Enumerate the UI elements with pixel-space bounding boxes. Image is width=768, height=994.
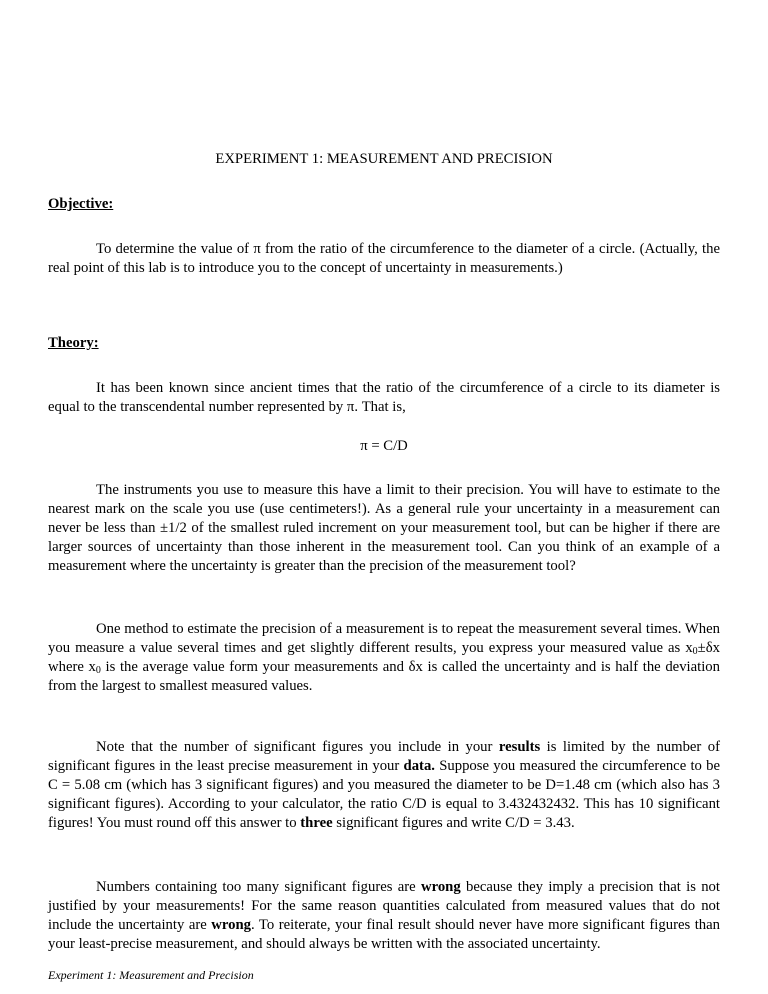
objective-heading: Objective: [48, 196, 114, 212]
p3-subscript-2: 0 [95, 664, 101, 676]
page-title: EXPERIMENT 1: MEASUREMENT AND PRECISION [215, 151, 553, 167]
p5-text-a: Numbers containing too many significant figures are [96, 879, 421, 895]
theory-paragraph-2 [48, 481, 720, 576]
p4-bold-three: three [300, 814, 333, 831]
p4-bold-data: data. [403, 757, 435, 774]
p5-bold-wrong-2: wrong [211, 916, 251, 933]
theory-heading: Theory: [48, 335, 99, 351]
p4-bold-results: results [498, 739, 541, 755]
theory-p1-text: It has been known since ancient times that the ratio of the circumference of a circle to its diameter is equal to the transcendental number represented by π. That is, [48, 380, 720, 415]
objective-text: To determine the value of π from the ratio of the circumference to the diameter of a circle. (Actually, the real point of this lab is to introduce you to the concept of uncertainty in measurements.) [48, 241, 720, 276]
theory-paragraph-3 [48, 620, 720, 696]
p4-text-c: Suppose you measured the circumference to be C = 5.08 cm (which has 3 significant figures) and you measured the diameter to be D=1.48 cm (which also has 3 significant figures). According to your calculator, the ratio C/D is equal to 3.432432432. This has 10 significant figures! You must round off this answer to [48, 757, 721, 831]
theory-p2-text: The instruments you use to measure this have a limit to their precision. You will have to estimate to the nearest mark on the scale you use (use centimeters!). As a general rule your uncertainty in a measurement can never be less than ±1/2 of the smallest ruled increment on your measurement tool, but can be higher if there are larger sources of uncertainty than those inherent in the measurement tool. Can you think of an example of a measurement where the uncertainty is greater than the precision of the measurement tool? [48, 482, 720, 574]
objective-paragraph [48, 240, 720, 278]
p3-text-a: One method to estimate the precision of a measurement is to repeat the measurement several times. When you measure a value several times and get slightly different results, you express your measured value as x [48, 621, 720, 656]
p3-subscript-1: 0 [692, 645, 698, 657]
p3-text-c: is the average value form your measurements and δx is called the uncertainty and is half the deviation from the largest to smallest measured values. [48, 658, 720, 694]
p3-text-b: ±δx where x [48, 639, 720, 675]
p4-text-b: is limited by the number of significant figures in the least precise measurement in your [48, 739, 720, 774]
p4-text-d: significant figures and write C/D = 3.43. [332, 814, 575, 831]
p5-text-c: . To reiterate, your final result should never have more significant figures than your least-precise measurement, and should always be written with the associated uncertainty. [48, 916, 721, 952]
p5-text-b: because they imply a precision that is not justified by your measurements! For the same reason quantities calculated from measured values that do not include the uncertainty are [48, 879, 720, 933]
pi-formula: π = C/D [360, 438, 408, 454]
theory-paragraph-1 [48, 379, 720, 417]
p5-bold-wrong-1: wrong [420, 879, 461, 895]
theory-paragraph-4 [48, 738, 720, 833]
p4-text-a: Note that the number of significant figures you include in your [96, 739, 499, 755]
page-footer: Experiment 1: Measurement and Precision [48, 968, 254, 982]
theory-paragraph-5 [48, 878, 720, 954]
